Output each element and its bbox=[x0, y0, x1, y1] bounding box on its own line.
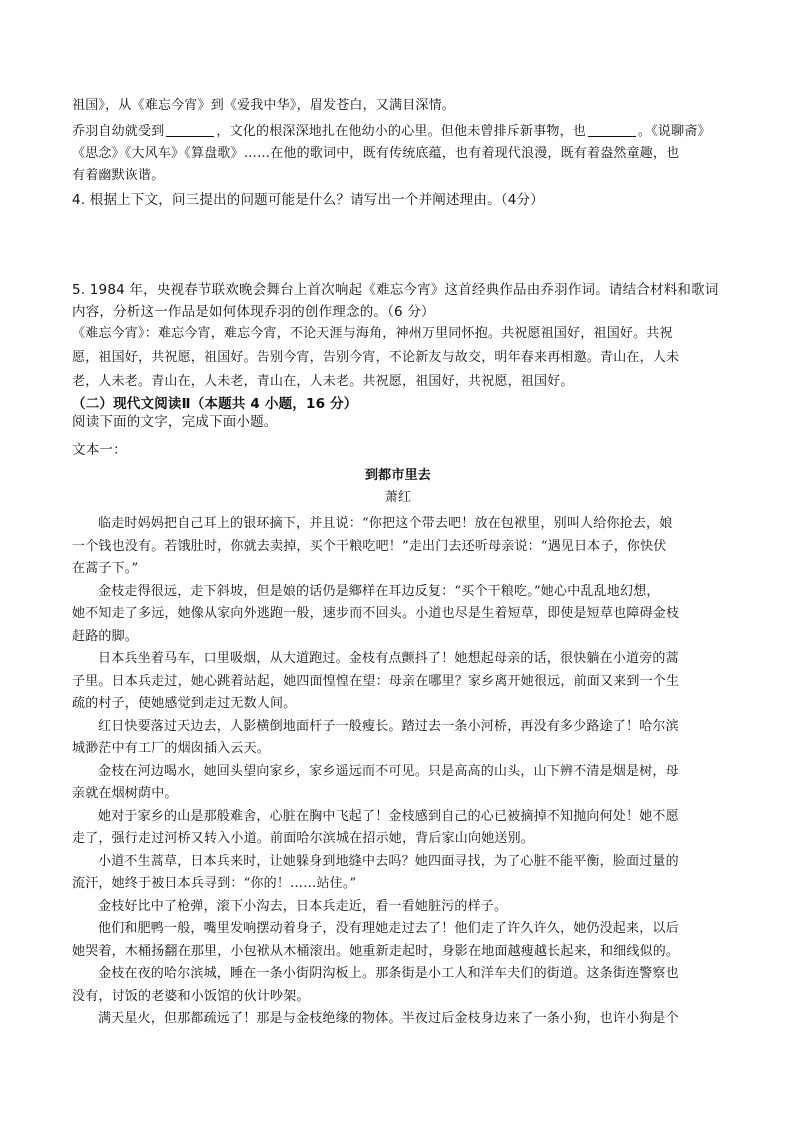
story-line: 金枝在夜的哈尔滨城，睡在一条小街阴沟板上。那条街是小工人和洋车夫们的街道。这条街连警察也 bbox=[98, 966, 679, 981]
instruction: 阅读下面的文字，完成下面小题。 bbox=[72, 414, 278, 430]
story-line: 亲就在烟树荫中。 bbox=[72, 786, 178, 801]
text-fragment: 乔羽自幼就受到 bbox=[72, 124, 165, 139]
story-author: 萧红 bbox=[384, 490, 412, 505]
text-fragment: ，文化的根深深地扎在他幼小的心里。但他未曾排斥新事物，也 bbox=[216, 124, 587, 139]
story-line: 他们和肥鸭一般，嘴里发响摆动着身子，没有理她走过去了！他们走了许久许久，她仍没起来，以后 bbox=[98, 921, 679, 936]
section-title: （二）现代文阅读Ⅱ（本题共 4 小题，16 分） bbox=[72, 396, 358, 412]
body-line-with-blanks bbox=[72, 122, 711, 142]
lyrics-line: 愿，祖国好，共祝愿，祖国好。告别今宵，告别今宵，不论新友与故交，明年春来再相邀。青山在，人未 bbox=[72, 350, 680, 365]
story-line: 她哭着，木桶扬翻在那里，小包袱从木桶滚出。她重新走起时，身影在地面越瘦越长起来，和细线似的。 bbox=[72, 943, 680, 959]
story-title: 到都市里去 bbox=[364, 468, 431, 483]
story-line: 临走时妈妈把自己耳上的银环摘下，并且说：“你把这个带去吧！放在包袱里，别叫人给你抢去，娘 bbox=[98, 516, 673, 531]
story-line: 子里。日本兵走过，她心跳着站起，她四面惶惶在望：母亲在哪里？家乡离开她很远，前面又来到一个生 bbox=[72, 673, 680, 689]
story-line: 小道不生蒿草，日本兵来时，让她躲身到地缝中去吗？她四面寻找，为了心脏不能平衡，脸面过量的 bbox=[98, 853, 679, 869]
story-line: 城渺茫中有工厂的烟囱插入云天。 bbox=[72, 741, 271, 756]
story-line: 她对于家乡的山是那般难舍，心脏在胸中飞起了！金枝感到自己的心已被摘掉不知抛向何处！她不愿 bbox=[98, 808, 679, 824]
story-line: 一个钱也没有。若饿肚时，你就去卖掉，买个干粮吃吧！”走出门去还听母亲说：“遇见日本子，你快伏 bbox=[72, 538, 667, 554]
story-line: 疏的村子，使她感觉到走过无数人间。 bbox=[72, 696, 297, 711]
story-line: 赶路的脚。 bbox=[72, 628, 139, 644]
text-label: 文本一： bbox=[72, 442, 127, 458]
story-line: 走了，强行走过河桥又转入小道。前面哈尔滨城在招示她，背后家山向她送别。 bbox=[72, 831, 535, 846]
question-4: 4. 根据上下文，问三提出的问题可能是什么？请写出一个并阐述理由。（4分） bbox=[72, 192, 544, 208]
story-line: 金枝走得很远，走下斜坡，但是娘的话仍是鄉样在耳边反复：“买个干粮吃。”她心中乱乱地幻想， bbox=[98, 583, 660, 599]
question-5-line: 内容，分析这一作品是如何体现乔羽的创作理念的。（6 分） bbox=[72, 304, 435, 320]
story-line: 金枝在河边喝水，她回头望向家乡，家乡遥远而不可见。只是高高的山头，山下辨不清是烟是树，母 bbox=[98, 763, 679, 779]
body-line: 《思念》《大风车》《算盘歌》……在他的歌词中，既有传统底蕴，也有着现代浪漫，既有着盎然童趣，也 bbox=[72, 146, 680, 161]
question-5-line: 5. 1984 年，央视春节联欢晚会舞台上首次响起《难忘今宵》这首经典作品由乔羽作词。请结合材料和歌词 bbox=[72, 282, 719, 298]
fill-blank-1[interactable] bbox=[166, 123, 214, 137]
story-line: 她不知走了多远，她像从家向外逃跑一般，速步而不回头。小道也尽是生着短草，即使是短草也障碍金枝 bbox=[72, 606, 680, 621]
story-line: 日本兵坐着马车，口里吸烟，从大道跑过。金枝有点颤抖了！她想起母亲的话，很快躺在小道旁的蒿 bbox=[98, 651, 679, 666]
fill-blank-2[interactable] bbox=[588, 123, 636, 137]
story-line: 红日快要落过天边去，人影横倒地面杆子一般瘦长。踏过去一条小河桥，再没有多少路途了！哈尔滨 bbox=[98, 718, 679, 734]
body-line: 祖国》，从《难忘今宵》到《爱我中华》，眉发苍白，又满目深情。 bbox=[72, 98, 456, 113]
story-line: 流汗，她终于被日本兵寻到：“你的！……站住。” bbox=[72, 876, 357, 891]
story-line: 没有，讨饭的老婆和小饭馆的伙计吵架。 bbox=[72, 988, 310, 1004]
lyrics-line: 《难忘今宵》：难忘今宵，难忘今宵，不论天涯与海角，神州万里同怀抱。共祝愿祖国好，祖国好。共祝 bbox=[72, 326, 673, 341]
text-fragment: 。《说聊斋》 bbox=[638, 124, 711, 139]
body-line: 有着幽默诙谐。 bbox=[72, 168, 165, 183]
story-line: 满天星火，但那都疏远了！那是与金枝绝缘的物体。半夜过后金枝身边来了一条小狗，也许小狗是个 bbox=[98, 1011, 679, 1026]
story-line: 在蒿子下。” bbox=[72, 561, 139, 576]
lyrics-line: 老，人未老。青山在，人未老，青山在，人未老。共祝愿，祖国好，共祝愿，祖国好。 bbox=[72, 374, 574, 389]
story-line: 金枝好比中了枪弹，滚下小沟去，日本兵走近，看一看她脏污的样子。 bbox=[98, 898, 508, 914]
